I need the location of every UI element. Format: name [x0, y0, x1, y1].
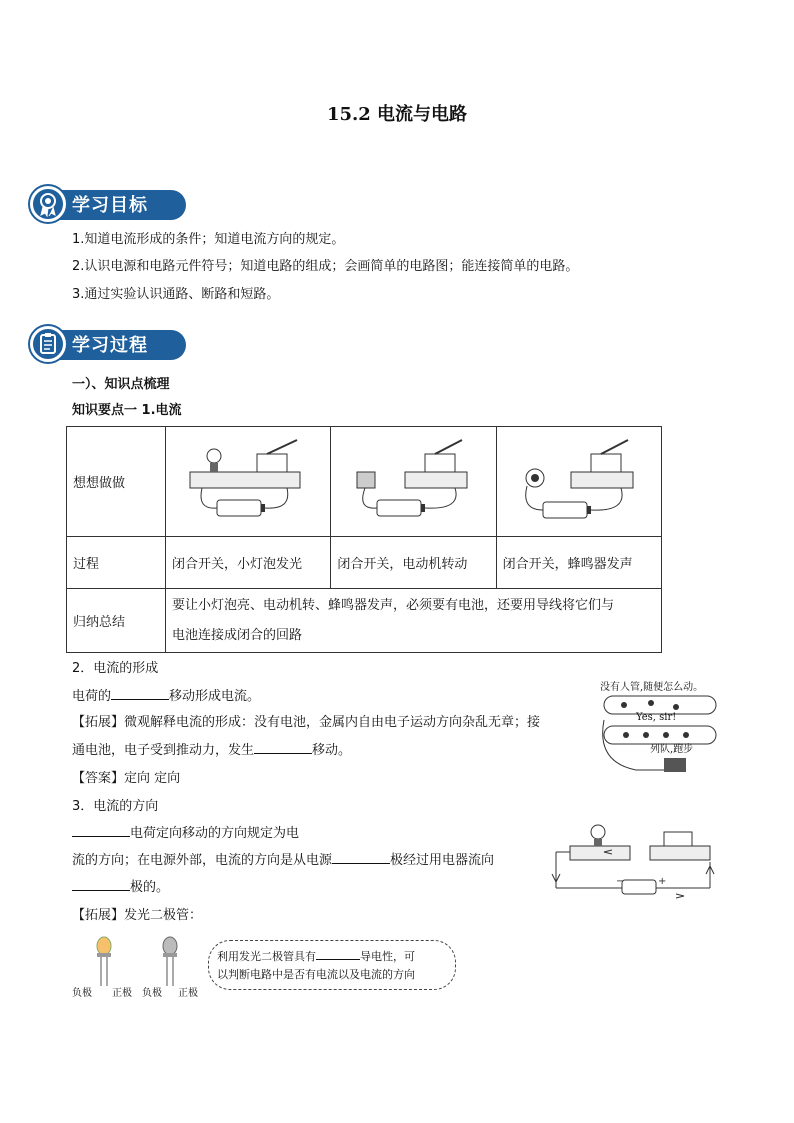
award-icon	[30, 186, 66, 222]
page-title: 15.2 电流与电路	[326, 104, 468, 125]
blank-6	[316, 947, 360, 960]
direction-ext: 【拓展】发光二极管：	[72, 908, 203, 923]
formation-ext-2: 通电池，电子受到推动力，发生 移动。	[72, 743, 352, 758]
formation-answer: 【答案】定向 定向	[72, 771, 181, 786]
svg-text:+: +	[658, 876, 667, 887]
electron-cartoon: 没有人管,随便怎么动。 Yes, sir! 列队,跑步	[596, 676, 726, 776]
goal-3: 3.通过实验认识通路、断路和短路。	[72, 287, 280, 302]
current-direction-circuit	[546, 818, 716, 904]
section-heading: 一）、知识点梳理	[72, 377, 170, 392]
direction-heading: 3．电流的方向	[72, 799, 159, 814]
blank-4	[332, 851, 390, 864]
motor-circuit-image	[331, 427, 496, 537]
summary-text: 要让小灯泡亮、电动机转、蜂鸣器发声，必须要有电池，还要用导线将它们与 电池连接成闭合的回路	[166, 589, 662, 653]
clipboard-icon	[30, 326, 66, 362]
point-heading: 知识要点一 1.电流	[72, 403, 182, 418]
row-label-process: 过程	[67, 537, 166, 589]
blank-2	[254, 741, 312, 754]
led-note-bubble: 利用发光二极管具有 导电性，可 以判断电路中是否有电流以及电流的方向	[208, 940, 456, 990]
direction-line-2: 流的方向；在电源外部，电流的方向是从电源 极经过用电器流向	[72, 853, 495, 868]
buzzer-circuit-image	[496, 427, 661, 537]
process-banner: 学习过程	[30, 326, 186, 362]
goals-banner: 学习目标	[30, 186, 186, 222]
blank-5	[72, 878, 130, 891]
formation-heading: 2．电流的形成	[72, 661, 159, 676]
process-buzzer: 闭合开关，蜂鸣器发声	[496, 537, 661, 589]
experiment-table	[66, 426, 662, 653]
led-diagram: 负极 正极 负极 正极	[72, 936, 212, 1006]
blank-3	[72, 824, 130, 837]
direction-line-3: 极的。	[72, 876, 169, 895]
goal-1: 1.知道电流形成的条件；知道电流方向的规定。	[72, 232, 345, 247]
formation-ext-1: 【拓展】微观解释电流的形成：没有电池，金属内自由电子运动方向杂乱无章；接	[72, 715, 541, 730]
row-label-summary: 归纳总结	[67, 589, 166, 653]
process-bulb: 闭合开关，小灯泡发光	[166, 537, 331, 589]
process-motor: 闭合开关，电动机转动	[331, 537, 496, 589]
blank-1	[111, 687, 169, 700]
row-label-try: 想想做做	[67, 427, 166, 537]
svg-text:−: −	[616, 876, 625, 887]
bulb-circuit-image	[166, 427, 331, 537]
formation-line: 电荷的 移动形成电流。	[72, 689, 261, 704]
goal-2: 2.认识电源和电路元件符号；知道电路的组成；会画简单的电路图；能连接简单的电路。	[72, 259, 579, 274]
direction-line-1: 电荷定向移动的方向规定为电	[72, 822, 299, 841]
